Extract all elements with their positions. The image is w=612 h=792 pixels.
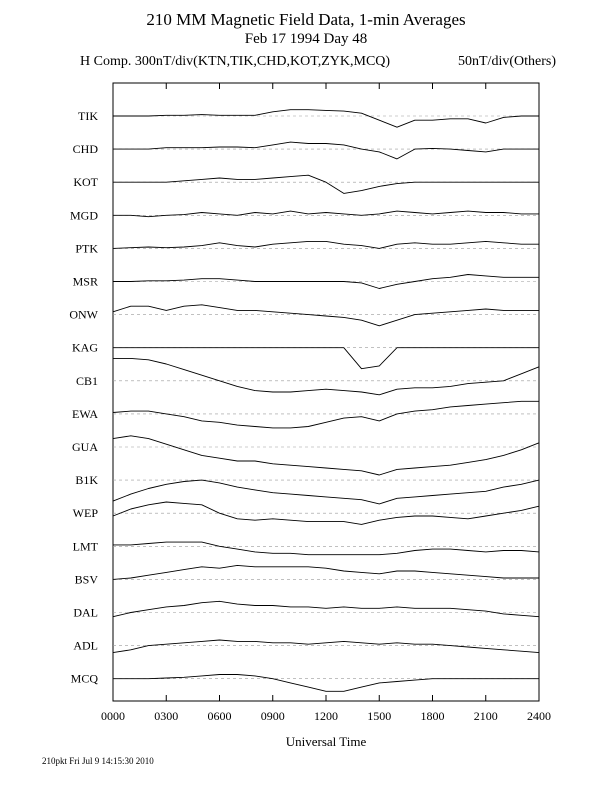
x-tick-label: 0300 (154, 709, 179, 723)
station-label-gua: GUA (72, 440, 98, 454)
station-label-msr: MSR (72, 274, 98, 289)
station-label-lmt: LMT (72, 539, 98, 554)
station-label-ewa: EWA (72, 406, 98, 421)
x-tick-label: 0000 (101, 709, 125, 723)
station-label-kot: KOT (73, 175, 98, 190)
series-line-chd (113, 142, 539, 159)
x-tick-label: 0900 (260, 709, 285, 723)
series-line-b1k (113, 480, 539, 504)
station-label-b1k: B1K (75, 473, 98, 488)
x-tick-label: 2400 (527, 709, 551, 723)
station-label-bsv: BSV (74, 572, 98, 587)
station-label-adl: ADL (73, 638, 98, 653)
x-tick-label: 0600 (207, 709, 232, 723)
series-line-cb1 (113, 358, 539, 394)
series-line-ewa (113, 401, 539, 428)
series-line-onw (113, 305, 539, 326)
station-label-wep: WEP (72, 506, 98, 521)
chart-title: 210 MM Magnetic Field Data, 1-min Averages (146, 10, 466, 29)
x-tick-label: 1200 (314, 709, 338, 723)
station-label-mgd: MGD (69, 208, 98, 223)
series-line-tik (113, 110, 539, 128)
station-label-mcq: MCQ (70, 671, 98, 686)
series-line-dal (113, 601, 539, 616)
station-label-ptk: PTK (75, 241, 98, 256)
station-label-chd: CHD (72, 142, 98, 157)
series-line-adl (113, 640, 539, 653)
x-tick-label: 1800 (420, 709, 445, 723)
footer-timestamp: 210pkt Fri Jul 9 14:15:30 2010 (42, 756, 154, 766)
x-tick-label: 1500 (367, 709, 392, 723)
series-line-ptk (113, 241, 539, 248)
series-line-mgd (113, 211, 539, 217)
series-line-mcq (113, 675, 539, 692)
x-axis-label: Universal Time (285, 734, 367, 749)
x-tick-label: 2100 (473, 709, 498, 723)
series-line-gua (113, 436, 539, 475)
station-label-tik: TIK (78, 109, 98, 123)
series-line-kot (113, 175, 539, 193)
series-line-kag (113, 348, 539, 369)
station-label-cb1: CB1 (75, 373, 98, 388)
station-label-onw: ONW (69, 307, 98, 322)
series-line-lmt (113, 542, 539, 555)
station-label-dal: DAL (73, 605, 98, 620)
chart-subtitle: Feb 17 1994 Day 48 (244, 31, 368, 47)
station-label-kag: KAG (72, 340, 98, 355)
scale-note-right: 50nT/div(Others) (458, 54, 556, 69)
series-line-bsv (113, 565, 539, 579)
scale-note-left: H Comp. 300nT/div(KTN,TIK,CHD,KOT,ZYK,MCQ) (80, 54, 391, 69)
